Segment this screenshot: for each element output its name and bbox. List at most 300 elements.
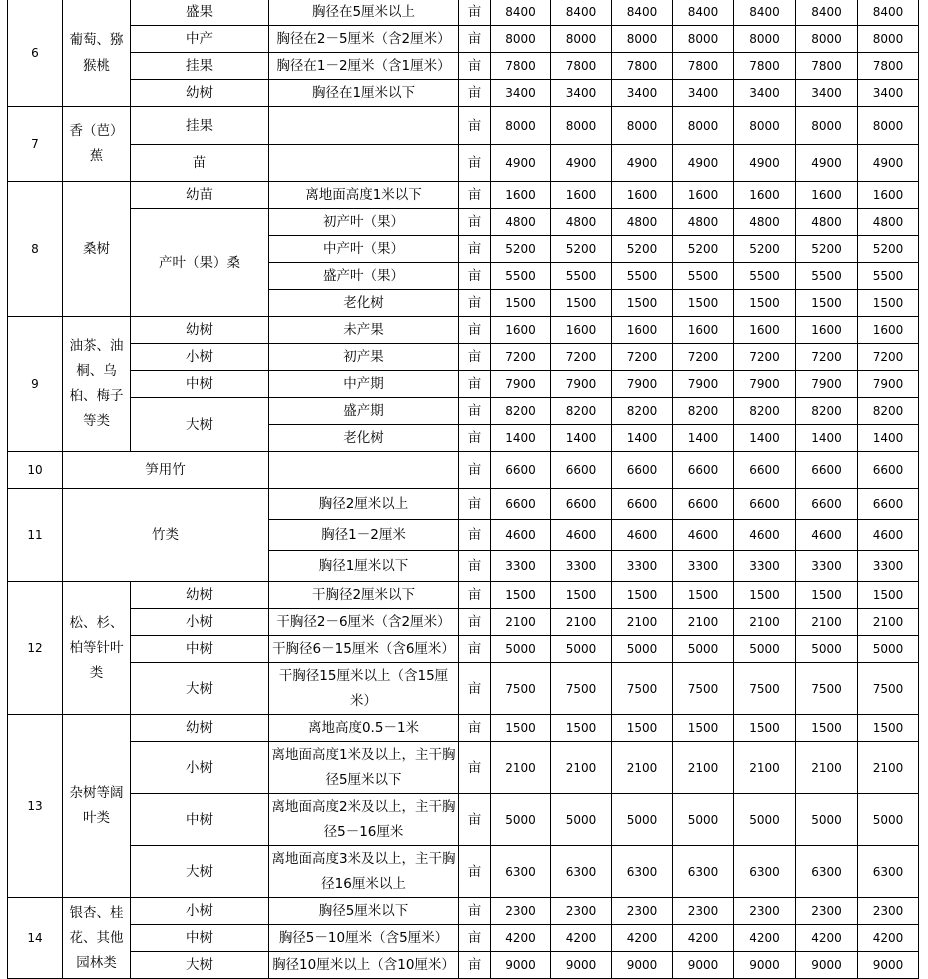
size-spec: 胸径1－2厘米 [269,520,459,551]
unit-cell: 亩 [459,371,491,398]
table-row [8,636,919,663]
price-cell: 7200 [551,344,612,371]
unit-cell: 亩 [459,290,491,317]
price-cell: 5000 [858,794,919,846]
unit-cell: 亩 [459,715,491,742]
price-cell: 5000 [491,794,551,846]
price-cell: 1500 [673,715,734,742]
price-cell: 8400 [673,0,734,26]
price-cell: 4200 [551,925,612,952]
price-cell: 1600 [734,182,796,209]
size-spec [269,452,459,489]
unit-cell: 亩 [459,53,491,80]
price-cell: 5000 [491,636,551,663]
price-cell: 8400 [551,0,612,26]
price-cell: 2100 [796,742,858,794]
price-cell: 6600 [551,452,612,489]
price-cell: 5500 [673,263,734,290]
price-cell: 1600 [858,182,919,209]
unit-cell: 亩 [459,663,491,715]
size-spec: 干胸径2－6厘米（含2厘米） [269,609,459,636]
price-cell: 9000 [734,952,796,979]
price-cell: 5500 [796,263,858,290]
price-cell: 1400 [612,425,673,452]
item-number: 11 [8,489,63,582]
growth-stage: 中树 [131,794,269,846]
price-cell: 6600 [734,489,796,520]
table-row [8,846,919,898]
growth-stage: 幼树 [131,582,269,609]
table-row [8,53,919,80]
price-cell: 2100 [858,609,919,636]
price-cell: 7900 [491,371,551,398]
price-cell: 1500 [796,290,858,317]
price-cell: 8000 [551,107,612,145]
price-cell: 2300 [612,898,673,925]
price-cell: 2100 [673,742,734,794]
price-cell: 6300 [491,846,551,898]
price-cell: 1500 [612,582,673,609]
table-row [8,80,919,107]
price-cell: 7800 [858,53,919,80]
unit-cell: 亩 [459,80,491,107]
price-cell: 1500 [551,290,612,317]
price-cell: 5000 [858,636,919,663]
price-cell: 4200 [796,925,858,952]
price-cell: 5000 [551,636,612,663]
size-spec: 胸径10厘米以上（含10厘米） [269,952,459,979]
price-cell: 7900 [734,371,796,398]
price-cell: 9000 [551,952,612,979]
price-cell: 1600 [673,182,734,209]
price-cell: 1500 [673,290,734,317]
price-cell: 8000 [734,107,796,145]
unit-cell: 亩 [459,898,491,925]
price-cell: 6600 [612,452,673,489]
size-spec: 老化树 [269,425,459,452]
price-cell: 2100 [673,609,734,636]
price-cell: 3400 [673,80,734,107]
price-cell: 1500 [734,715,796,742]
price-cell: 1500 [491,582,551,609]
tree-category: 葡萄、猕猴桃 [63,0,131,107]
price-cell: 7800 [673,53,734,80]
size-spec: 胸径在1厘米以下 [269,80,459,107]
price-cell: 7800 [734,53,796,80]
size-spec: 胸径1厘米以下 [269,551,459,582]
price-cell: 7200 [612,344,673,371]
price-cell: 1600 [734,317,796,344]
size-spec: 胸径2厘米以上 [269,489,459,520]
price-cell: 5200 [551,236,612,263]
price-cell: 5000 [734,794,796,846]
table-row [8,715,919,742]
price-cell: 8000 [858,26,919,53]
price-cell: 8400 [734,0,796,26]
price-cell: 2100 [551,609,612,636]
unit-cell: 亩 [459,398,491,425]
growth-stage: 大树 [131,846,269,898]
price-cell: 2300 [858,898,919,925]
price-cell: 5000 [673,636,734,663]
unit-cell: 亩 [459,236,491,263]
table-row [8,452,919,489]
price-cell: 3300 [551,551,612,582]
price-cell: 2300 [491,898,551,925]
item-number: 12 [8,582,63,715]
price-cell: 7500 [491,663,551,715]
price-cell: 3400 [858,80,919,107]
item-number: 14 [8,898,63,979]
price-cell: 1400 [734,425,796,452]
price-cell: 4200 [612,925,673,952]
price-cell: 1500 [796,715,858,742]
unit-cell: 亩 [459,344,491,371]
size-spec: 初产果 [269,344,459,371]
price-cell: 2100 [858,742,919,794]
growth-stage: 中树 [131,371,269,398]
price-cell: 2100 [612,742,673,794]
price-cell: 8400 [491,0,551,26]
unit-cell: 亩 [459,107,491,145]
price-cell: 5000 [612,794,673,846]
table-row [8,107,919,145]
price-cell: 7900 [551,371,612,398]
price-cell: 8400 [858,0,919,26]
tree-category: 松、杉、柏等针叶类 [63,582,131,715]
price-cell: 4800 [491,209,551,236]
price-cell: 6600 [858,452,919,489]
price-cell: 1600 [551,317,612,344]
price-cell: 6300 [796,846,858,898]
price-cell: 1500 [491,715,551,742]
unit-cell: 亩 [459,846,491,898]
price-cell: 4200 [491,925,551,952]
tree-category: 油茶、油桐、乌桕、梅子等类 [63,317,131,452]
price-cell: 4900 [612,145,673,182]
growth-stage: 中树 [131,925,269,952]
item-number: 7 [8,107,63,182]
price-cell: 8200 [491,398,551,425]
growth-stage: 幼树 [131,317,269,344]
price-cell: 8000 [551,26,612,53]
price-cell: 1600 [551,182,612,209]
price-cell: 1500 [858,715,919,742]
unit-cell: 亩 [459,452,491,489]
price-cell: 4900 [796,145,858,182]
price-cell: 5000 [551,794,612,846]
price-cell: 6600 [673,452,734,489]
price-cell: 9000 [673,952,734,979]
table-row [8,145,919,182]
price-cell: 7900 [612,371,673,398]
price-cell: 5200 [491,236,551,263]
growth-stage: 中产 [131,26,269,53]
price-cell: 4900 [858,145,919,182]
size-spec: 离地面高度1米及以上，主干胸径5厘米以下 [269,742,459,794]
tree-category: 银杏、桂花、其他园林类 [63,898,131,979]
table-row [8,663,919,715]
price-cell: 6300 [734,846,796,898]
price-cell: 8200 [734,398,796,425]
item-number: 8 [8,182,63,317]
price-cell: 8400 [612,0,673,26]
price-cell: 9000 [491,952,551,979]
price-cell: 4800 [734,209,796,236]
size-spec [269,107,459,145]
price-cell: 7800 [796,53,858,80]
price-cell: 3300 [612,551,673,582]
price-cell: 2100 [491,609,551,636]
price-cell: 1600 [612,182,673,209]
price-cell: 4600 [491,520,551,551]
price-cell: 8000 [673,26,734,53]
price-cell: 2300 [551,898,612,925]
size-spec [269,145,459,182]
price-cell: 4900 [491,145,551,182]
price-cell: 4200 [858,925,919,952]
price-cell: 1600 [491,317,551,344]
size-spec: 盛产期 [269,398,459,425]
price-cell: 2300 [734,898,796,925]
size-spec: 中产期 [269,371,459,398]
item-number: 10 [8,452,63,489]
price-cell: 5500 [858,263,919,290]
table-row [8,317,919,344]
price-cell: 2300 [796,898,858,925]
unit-cell: 亩 [459,0,491,26]
growth-stage: 产叶（果）桑 [131,209,269,317]
price-cell: 7200 [734,344,796,371]
table-row [8,26,919,53]
price-cell: 1600 [673,317,734,344]
unit-cell: 亩 [459,317,491,344]
unit-cell: 亩 [459,520,491,551]
tree-category: 杂树等阔叶类 [63,715,131,898]
price-cell: 2100 [551,742,612,794]
price-cell: 8200 [673,398,734,425]
price-cell: 3300 [796,551,858,582]
price-cell: 1400 [858,425,919,452]
price-cell: 4600 [551,520,612,551]
price-cell: 4900 [673,145,734,182]
price-cell: 4900 [734,145,796,182]
price-cell: 8000 [612,107,673,145]
size-spec: 干胸径2厘米以下 [269,582,459,609]
price-cell: 6600 [491,452,551,489]
size-spec: 胸径在5厘米以上 [269,0,459,26]
growth-stage: 盛果 [131,0,269,26]
price-cell: 8000 [796,26,858,53]
price-cell: 7200 [796,344,858,371]
price-cell: 5200 [612,236,673,263]
price-cell: 5000 [796,636,858,663]
unit-cell: 亩 [459,794,491,846]
price-cell: 7500 [734,663,796,715]
unit-cell: 亩 [459,263,491,290]
size-spec: 胸径在1－2厘米（含1厘米） [269,53,459,80]
price-cell: 6600 [796,489,858,520]
price-cell: 6600 [612,489,673,520]
price-cell: 8000 [612,26,673,53]
price-cell: 4900 [551,145,612,182]
price-cell: 1500 [858,290,919,317]
tree-category: 香（芭）蕉 [63,107,131,182]
price-cell: 1500 [673,582,734,609]
growth-stage: 中树 [131,636,269,663]
tree-category: 竹类 [63,489,269,582]
table-row [8,898,919,925]
price-cell: 7500 [673,663,734,715]
price-cell: 6600 [491,489,551,520]
price-cell: 6300 [858,846,919,898]
price-cell: 1600 [796,317,858,344]
growth-stage: 幼树 [131,715,269,742]
price-cell: 4800 [858,209,919,236]
size-spec: 初产叶（果） [269,209,459,236]
growth-stage: 大树 [131,663,269,715]
table-row [8,925,919,952]
table-row [8,209,919,236]
unit-cell: 亩 [459,551,491,582]
price-cell: 4800 [612,209,673,236]
price-cell: 1500 [491,290,551,317]
table-row [8,582,919,609]
growth-stage: 挂果 [131,53,269,80]
price-cell: 1500 [551,715,612,742]
price-cell: 1600 [796,182,858,209]
growth-stage: 小树 [131,742,269,794]
price-cell: 3400 [796,80,858,107]
price-cell: 5000 [796,794,858,846]
unit-cell: 亩 [459,425,491,452]
price-cell: 8200 [612,398,673,425]
growth-stage: 幼树 [131,80,269,107]
price-cell: 5200 [858,236,919,263]
size-spec: 胸径5－10厘米（含5厘米） [269,925,459,952]
price-cell: 2100 [491,742,551,794]
size-spec: 离地高度0.5－1米 [269,715,459,742]
size-spec: 盛产叶（果） [269,263,459,290]
size-spec: 胸径5厘米以下 [269,898,459,925]
item-number: 6 [8,0,63,107]
size-spec: 干胸径15厘米以上（含15厘米） [269,663,459,715]
price-cell: 3300 [858,551,919,582]
price-cell: 7200 [673,344,734,371]
price-cell: 8200 [796,398,858,425]
price-cell: 5200 [796,236,858,263]
price-cell: 1500 [734,290,796,317]
size-spec: 离地面高度1米以下 [269,182,459,209]
price-cell: 2300 [673,898,734,925]
price-cell: 8200 [551,398,612,425]
price-cell: 7500 [612,663,673,715]
unit-cell: 亩 [459,636,491,663]
unit-cell: 亩 [459,582,491,609]
price-cell: 1400 [491,425,551,452]
table-row [8,398,919,425]
price-cell: 4600 [612,520,673,551]
price-cell: 5000 [734,636,796,663]
price-cell: 8000 [734,26,796,53]
price-cell: 3300 [491,551,551,582]
price-cell: 6300 [551,846,612,898]
tree-category: 桑树 [63,182,131,317]
price-cell: 8000 [673,107,734,145]
price-cell: 1400 [551,425,612,452]
price-cell: 4200 [734,925,796,952]
compensation-table [7,0,919,979]
table-row [8,182,919,209]
price-cell: 2100 [734,609,796,636]
price-cell: 6600 [551,489,612,520]
price-cell: 4800 [673,209,734,236]
unit-cell: 亩 [459,742,491,794]
price-cell: 2100 [734,742,796,794]
unit-cell: 亩 [459,609,491,636]
price-cell: 6600 [673,489,734,520]
price-cell: 4800 [796,209,858,236]
price-cell: 7200 [858,344,919,371]
unit-cell: 亩 [459,209,491,236]
price-cell: 4600 [858,520,919,551]
price-cell: 8400 [796,0,858,26]
price-cell: 6300 [673,846,734,898]
size-spec: 未产果 [269,317,459,344]
unit-cell: 亩 [459,145,491,182]
price-cell: 2100 [796,609,858,636]
price-cell: 7900 [796,371,858,398]
price-cell: 1600 [491,182,551,209]
price-cell: 1600 [612,317,673,344]
price-cell: 3400 [551,80,612,107]
price-cell: 6300 [612,846,673,898]
price-cell: 7800 [551,53,612,80]
price-cell: 3400 [612,80,673,107]
table-row [8,371,919,398]
size-spec: 干胸径6－15厘米（含6厘米） [269,636,459,663]
price-cell: 5500 [551,263,612,290]
price-cell: 1400 [796,425,858,452]
growth-stage: 幼苗 [131,182,269,209]
size-spec: 离地面高度2米及以上，主干胸径5－16厘米 [269,794,459,846]
price-cell: 3400 [734,80,796,107]
price-cell: 3300 [734,551,796,582]
price-cell: 7800 [612,53,673,80]
price-cell: 6600 [858,489,919,520]
price-cell: 4200 [673,925,734,952]
price-cell: 1600 [858,317,919,344]
table-row [8,952,919,979]
growth-stage: 小树 [131,609,269,636]
price-cell: 4600 [796,520,858,551]
price-cell: 1500 [612,290,673,317]
price-cell: 9000 [858,952,919,979]
item-number: 13 [8,715,63,898]
unit-cell: 亩 [459,952,491,979]
size-spec: 离地面高度3米及以上，主干胸径16厘米以上 [269,846,459,898]
unit-cell: 亩 [459,489,491,520]
table-row [8,0,919,26]
price-cell: 4600 [734,520,796,551]
price-cell: 6600 [796,452,858,489]
growth-stage: 小树 [131,898,269,925]
table-row [8,742,919,794]
price-cell: 7900 [673,371,734,398]
price-cell: 8200 [858,398,919,425]
price-cell: 5500 [612,263,673,290]
price-cell: 7800 [491,53,551,80]
